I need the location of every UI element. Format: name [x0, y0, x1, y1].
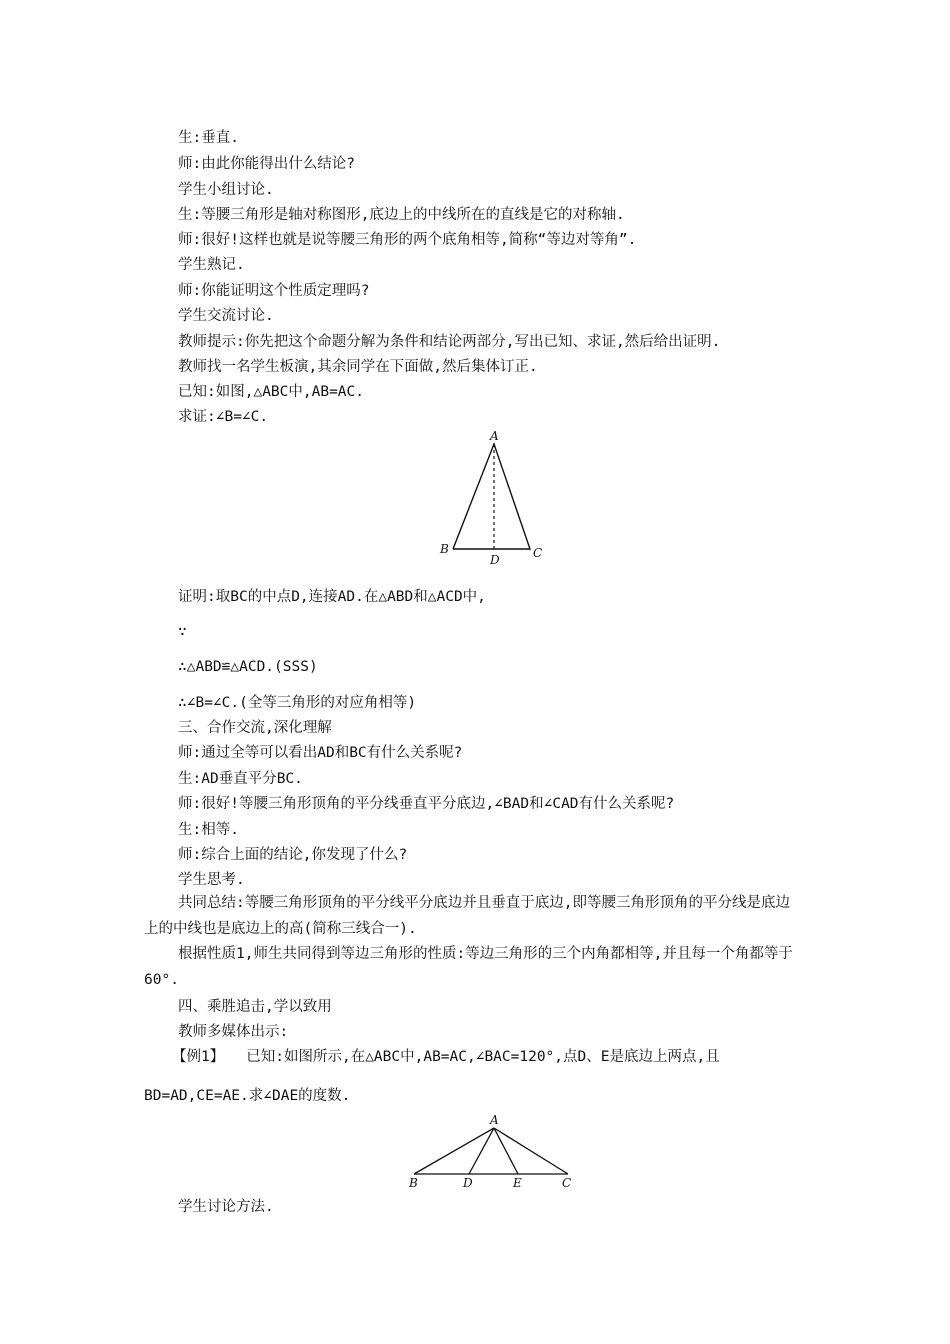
example-text: 已知:如图所示,在△ABC中,AB=AC,∠BAC=120°,点D、E是底边上两点,且 [246, 1049, 720, 1065]
text-line: 学生讨论方法. [178, 1199, 274, 1215]
text-line: 师:由此你能得出什么结论? [178, 156, 355, 172]
text-line: 教师找一名学生板演,其余同学在下面做,然后集体订正. [178, 359, 538, 375]
text-line: 师:通过全等可以看出AD和BC有什么关系呢? [178, 745, 463, 761]
text-line: 学生熟记. [178, 257, 245, 273]
text-line: 生:AD垂直平分BC. [178, 771, 303, 787]
example-line [172, 1047, 720, 1067]
proof-line: ∴∠B=∠C.(全等三角形的对应角相等) [178, 695, 417, 711]
summary-paragraph [144, 890, 804, 942]
text-line: 已知:如图,△ABC中,AB=AC. [178, 384, 364, 400]
label-b: B [409, 1176, 418, 1190]
triangle-figure [420, 425, 560, 570]
because-symbol: ∵ [178, 624, 187, 640]
proof-line: 证明:取BC的中点D,连接AD.在△ABD和△ACD中, [178, 589, 486, 605]
text-line: 求证:∠B=∠C. [178, 409, 269, 425]
text-line: 学生思考. [178, 872, 245, 888]
example-line-2: BD=AD,CE=AE.求∠DAE的度数. [144, 1088, 351, 1104]
label-a: A [490, 429, 499, 443]
segment-ac [494, 1128, 568, 1174]
label-e: E [513, 1176, 522, 1190]
text-line: 生:等腰三角形是轴对称图形,底边上的中线所在的直线是它的对称轴. [178, 207, 625, 223]
text-line: 师:你能证明这个性质定理吗? [178, 283, 370, 299]
property-paragraph [144, 941, 804, 993]
example-figure [400, 1113, 590, 1193]
triangle-outline [453, 444, 530, 549]
text-line: 教师多媒体出示: [178, 1024, 289, 1040]
text-line: 学生交流讨论. [178, 308, 274, 324]
label-c: C [562, 1176, 572, 1190]
summary-text: 共同总结:等腰三角形顶角的平分线平分底边并且垂直于底边,即等腰三角形顶角的平分线是底边上的中线也是底边上的高(简称三线合一). [144, 895, 790, 937]
text-line: 生:相等. [178, 822, 239, 838]
label-d: D [463, 1176, 473, 1190]
example-tag: 【例1】 [172, 1049, 225, 1065]
property-text: 根据性质1,师生共同得到等边三角形的性质:等边三角形的三个内角都相等,并且每一个角都等于60°. [144, 946, 793, 988]
text-line: 生:垂直. [178, 130, 239, 146]
label-d: D [490, 553, 500, 567]
proof-line: ∴△ABD≌△ACD.(SSS) [178, 659, 318, 675]
text-line: 师:很好!等腰三角形顶角的平分线垂直平分底边,∠BAD和∠CAD有什么关系呢? [178, 796, 675, 812]
section-heading: 四、乘胜追击,学以致用 [178, 999, 332, 1015]
label-a: A [490, 1113, 499, 1127]
text-line: 教师提示:你先把这个命题分解为条件和结论两部分,写出已知、求证,然后给出证明. [178, 334, 721, 350]
section-heading: 三、合作交流,深化理解 [178, 720, 332, 736]
text-line: 师:很好!这样也就是说等腰三角形的两个底角相等,简称“等边对等角”. [178, 232, 637, 248]
label-b: B [440, 542, 449, 556]
label-c: C [533, 546, 543, 560]
text-line: 师:综合上面的结论,你发现了什么? [178, 847, 408, 863]
text-line: 学生小组讨论. [178, 182, 274, 198]
